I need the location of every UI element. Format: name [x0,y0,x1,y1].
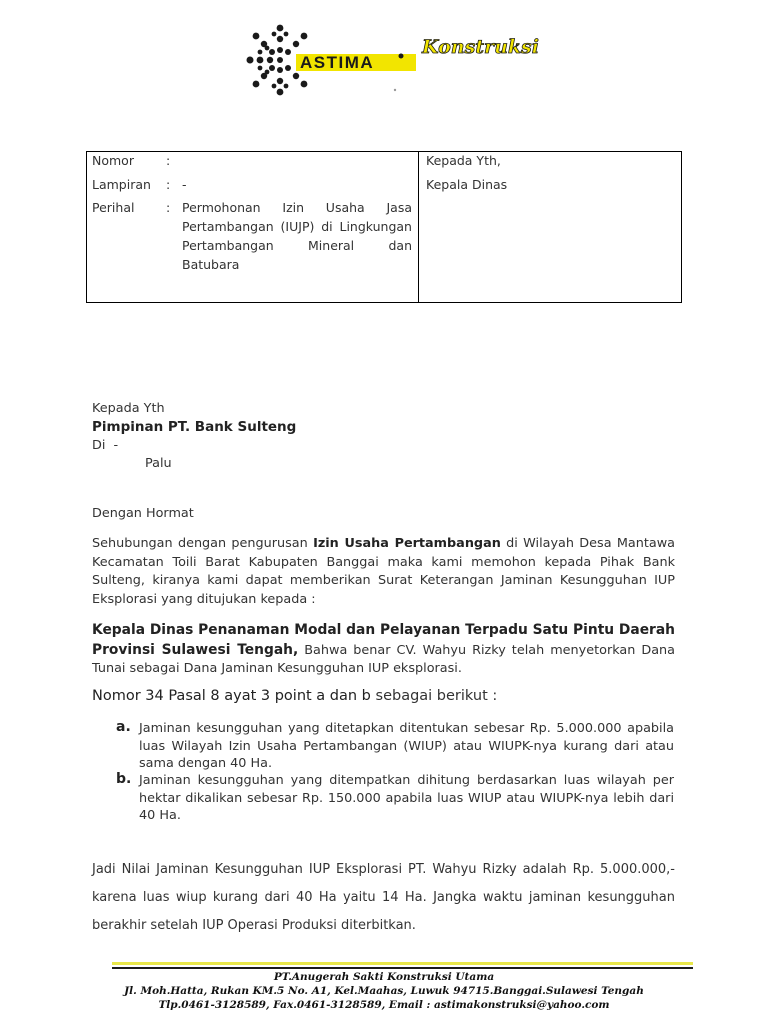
lampiran-colon: : [166,177,171,192]
perihal-colon: : [166,200,171,215]
recipient-name: Pimpinan PT. Bank Sulteng [92,419,297,435]
logo-name-left: ASTIMA [300,53,375,72]
footer-company: PT.Anugerah Sakti Konstruksi Utama [273,971,495,983]
lampiran-value: - [182,177,187,192]
recipient-di: Di - [92,438,119,453]
recipient-city: Palu [145,456,172,471]
para2-post: Bahwa benar CV. Wahyu Rizky telah menyetorkan Dana Tunai sebagai Dana Jaminan Kesungguhan IUP eksplorasi. [92,642,676,676]
kepada-yth-header: Kepada Yth, [426,153,501,168]
kepala-dinas-header: Kepala Dinas [426,177,508,192]
para1-bold: Izin Usaha Pertambangan [313,536,501,551]
logo-graphic [240,18,550,98]
para2-bold: Kepala Dinas Penanaman Modal dan Pelayanan Terpadu Satu Pintu Daerah Provinsi Sulawesi Tengah, [92,622,675,658]
greeting: Dengan Hormat [92,506,194,521]
paragraph-addressee [92,621,675,679]
list-item-a: Jaminan kesungguhan yang ditetapkan ditentukan sebesar Rp. 5.000.000 apabila luas Wilayah Izin Usaha Pertambangan (WIUP) atau WIUPK-nya kurang dari atau sama dengan 40 Ha. [139,721,674,771]
list-letter-a: a. [116,719,131,735]
footer-rule-dark [112,967,693,969]
para1-pre: Sehubungan dengan pengurusan [92,536,314,551]
paragraph-intro [92,535,675,609]
footer-address: Jl. Moh.Hatta, Rukan KM.5 No. A1, Kel.Maahas, Luwuk 94715.Banggai.Sulawesi Tengah [124,985,644,997]
footer-contact: Tlp.0461-3128589, Fax.0461-3128589, Email : astimakonstruksi@yahoo.com [158,999,610,1011]
para3-bold: Nomor 34 Pasal 8 ayat 3 point a dan b [92,688,371,704]
perihal-label: Perihal [92,200,135,215]
company-logo [240,18,550,98]
logo-name-right: Konstruksi [422,36,539,58]
perihal-value: Permohonan Izin Usaha Jasa Pertambangan (IUJP) di Lingkungan Pertambangan Mineral dan Batubara [182,200,412,272]
lampiran-label: Lampiran [92,177,151,192]
nomor-colon: : [166,153,171,168]
footer-rule-yellow [112,962,693,965]
paragraph-regulation [92,686,497,706]
para1-post: di Wilayah Desa Mantawa Kecamatan Toili Barat Kabupaten Banggai maka kami memohon kepada Pihak Bank Sulteng, kiranya kami dapat memberikan Surat Keterangan Jaminan Kesungguhan IUP Eksplorasi yang ditujukan kepada : [92,536,675,607]
para3-post: sebagai berikut : [370,688,498,704]
list-item-b: Jaminan kesungguhan yang ditempatkan dihitung berdasarkan luas wilayah per hektar dikalikan sebesar Rp. 150.000 apabila luas WIUP atau WIUPK-nya lebih dari 40 Ha. [139,773,674,823]
recipient-kepada: Kepada Yth [92,401,165,416]
list-letter-b: b. [116,771,132,787]
nomor-label: Nomor [92,153,134,168]
paragraph-conclusion: Jadi Nilai Jaminan Kesungguhan IUP Eksplorasi PT. Wahyu Rizky adalah Rp. 5.000.000,- karena luas wiup kurang dari 40 Ha yaitu 14 Ha. Jangka waktu jaminan kesungguhan berakhir setelah IUP Operasi Produksi diterbitkan. [92,862,675,933]
table-divider [418,151,419,303]
